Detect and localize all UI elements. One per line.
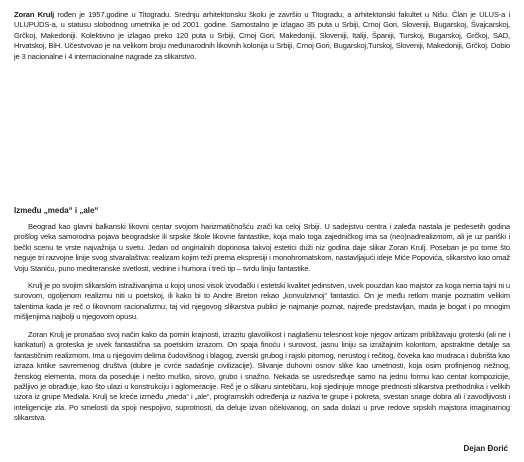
- biography-paragraph: [14, 10, 510, 62]
- essay-paragraph-3: Zoran Krulj je pronašao svoj način kako da pomiri krajnosti, izrazitu glavolikost i naglašenu telesnost koje njegov artizam približavaju groteski (ali ne i karikaturi) a groteska je uvek fantastična sa poetskim izrazom. On spaja finoću i surovost, jasnu liniju sa izražajnim koloritom, apstraktne detalje sa fantastičnim realizmom. Ima u njegovim delima čudovišnog i blagog, zverski grubog i rajski pitomog, nerustog i rečitog, čoveka kao mudraca i dubrišta kao izraza kritike savremenog društva (dubre je cvrće sadašnje civilizacije). Slivanje duhovni osnov slike kao umetnosti, koja osim profinjenog nežnog, ženskog elementa, mora da poseduje i nešto muško, sirovo, grubo i snažno. Nekada se usredsređuje samo na jednu formu kao centar kompozicije, pažljivo je obrađuje, kao što ulazi u konstrukciju i aglomeracije. Reč je o slikaru sintetičaru, koji sjedinjuje mnoge prednosti slikarstva prethodnika i velikih uzora iz grupe Mediala. Krulj se kreće između „meda“ i „ale“, programskih određenja iz naziva te grupe i pokreta, svestan snage dobra ali i zavodljivosti i inteligencije zla. Po smelosti da spoji nespojivo, suprotnosti, da deluje izvan očekivanog, on sada dolazi u prve redove srpskih majstora imaginarnog slikarstva.: [14, 330, 510, 423]
- essay-author: Dejan Đorić: [463, 444, 508, 453]
- biography-text: rođen je 1957.godine u Titogradu. Srednju arhitektonsku školu je završio u Titogradu, a arhitektonski fakultet u Nišu. Član je ULUS-a i ULUPUDS-a, u statusu slobodnog umetnika je od 2001. godine. Samostalno je izlagao 35 puta u Srbiji, Crnoj Gori, Sloveniji, Bugarskoj, Švajcarskoj, Grčkoj, Makedoniji. Kolektivno je izlagao preko 120 puta u Srbiji, Crnoj Gori, Makedoniji, Sloveniji, Italiji, Španiji, Turskoj, Bugarskoj, Grčkoj, SAD, Hrvatskoj, BiH. Učestvovao je na velikom broju međunarodnih likovnih kolonija u Srbiji, Crnoj Gori, Bugarskoj,Turskoj, Sloveniji, Makedoniji, Grčkoj. Dobio je 3 nacionalne i 4 internacionalne nagrade za slikarstvo.: [14, 10, 510, 61]
- essay-paragraph-2: Krulj je po svojim slikarskim istraživanjima u kojoj unosi visok izvođački i estetski kvalitet jedinstven, uvek pouzdan kao majstor za koga nema tajni ni u surovom, ogoljenom realizmu niti u poetskoj, ili kako bi to Andre Breton rekao „konvulzivnoj“ fantastici. On je među retkim manje poznatim velikim talentima kada je reč o likovnom racionalizmu; taj vid njegovog slikarstva publici je najmanje poznat, najređe predstavljan, mada je bogat i po mnogim mišljenjima najbolji u njegovom opusu.: [14, 281, 510, 322]
- artist-name: Zoran Krulj: [14, 10, 55, 19]
- essay-paragraph-1: Beograd kao glavni balkanski likovni centar svojom harizmatičnošću zrači ka celoj Srbiji. U sadejstvu centra i zaleđa nastala je pedesetih godina prošlog veka samorodna pojava beogradske ili srpske škole likovne fantastike, koja malo toga zajedničkog ima sa (neo)nadrealizmom, ali je uz pariški i bečki scenu te vrste najvažnija u svetu. Jedan od originalnih doprinosa takvoj estetici duži niz godina daje slikar Zoran Krulj. Poseban je po tome što neguje tri razvojne linije svog stvaralaštva: realizam kojim teži prema ekspresiji i monohromatskom, nastavljajući ideje Miće Popovića, slikarstvo kao omaž Voju Staniću, puno mediteranske svetlosti, vedrine i humora i treći tip – tvrdu liniju fantastike.: [14, 222, 510, 273]
- essay-heading: Između „meda“ i „ale“: [14, 206, 99, 215]
